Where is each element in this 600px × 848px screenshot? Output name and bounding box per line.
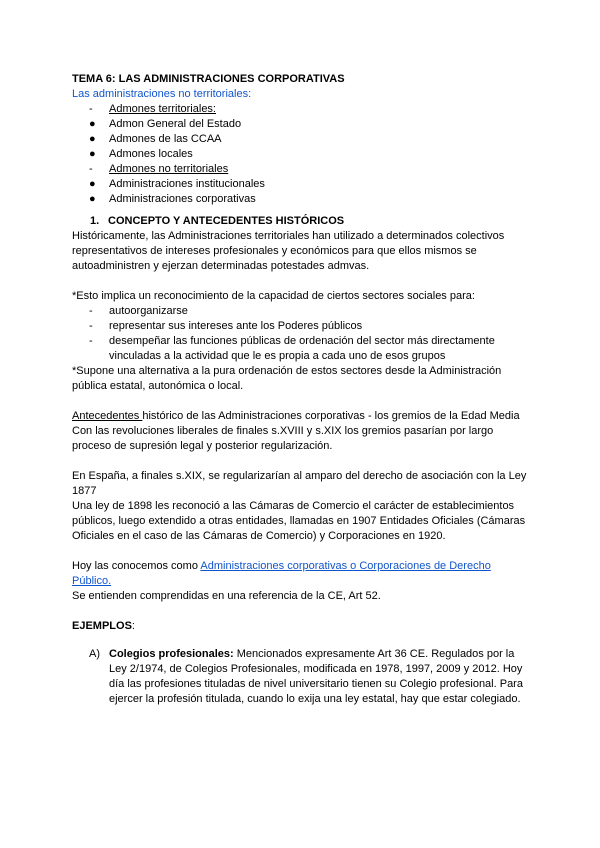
paragraph: Antecedentes histórico de las Administraciones corporativas - los gremios de la Edad Media (72, 410, 520, 422)
list-item: - desempeñar las funciones públicas de ordenación del sector más directamente vinculadas a la actividad que le es propia a cada uno de esos grupos (89, 335, 495, 362)
section-title: CONCEPTO Y ANTECEDENTES HISTÓRICOS (108, 215, 345, 227)
antecedentes-label: Antecedentes (72, 410, 143, 422)
paragraph: Con las revoluciones liberales de finales s.XVIII y s.XIX los gremios pasarían por largo proceso de supresión legal y posterior regularización. (72, 425, 494, 452)
example-item (72, 647, 532, 707)
list-item: ● Administraciones corporativas (89, 193, 256, 205)
paragraph: Una ley de 1898 les reconoció a las Cámaras de Comercio el carácter de establecimientos públicos, luego extendido a otras entidades, llamadas en 1907 Entidades Oficiales (Cámaras Oficiales en el caso de las Cámaras de Comercio) y Corporaciones en 1920. (72, 500, 526, 542)
paragraph: *Supone una alternativa a la pura ordenación de estos sectores desde la Administración pública estatal, autonómica o local. (72, 365, 502, 392)
example-marker: A) (89, 648, 100, 660)
territorial-list (72, 102, 532, 207)
doc-subtitle: Las administraciones no territoriales: (72, 88, 252, 100)
list-item: ● Administraciones institucionales (89, 178, 265, 190)
list-item: ● Admon General del Estado (89, 118, 242, 130)
paragraph: *Esto implica un reconocimiento de la capacidad de ciertos sectores sociales para: (72, 290, 475, 302)
document-body (72, 72, 532, 707)
list-item: - Admones no territoriales (89, 163, 229, 175)
list-item: - representar sus intereses ante los Poderes públicos (89, 320, 363, 332)
paragraph: En España, a finales s.XIX, se regularizarían al amparo del derecho de asociación con la Ley 1877 (72, 470, 527, 497)
section-heading (72, 214, 532, 229)
paragraph: Históricamente, las Administraciones territoriales han utilizado a determinados colectivos representativos de intereses profesionales y económicos para que ellos mismos se autoadministren y ejerzan determinadas potestades admvas. (72, 230, 505, 272)
example-title: Colegios profesionales: (109, 648, 234, 660)
paragraph: Hoy las conocemos como Administraciones corporativas o Corporaciones de Derecho Público. (72, 560, 491, 587)
example-text: Mencionados expresamente Art 36 CE. Regulados por la Ley 2/1974, de Colegios Profesionales, modificada en 1978, 1997, 2009 y 2012. Hoy día las profesiones tituladas de nivel universitario tienen su Colegio profesional. Para ejercer la profesión titulada, cuando lo exija una ley estatal, hay que estar colegiado. (109, 648, 523, 705)
capacities-list (72, 304, 532, 364)
list-item: ● Admones de las CCAA (89, 133, 222, 145)
paragraph: Se entienden comprendidas en una referencia de la CE, Art 52. (72, 590, 381, 602)
section-number: 1. (90, 215, 100, 227)
list-item: - autoorganizarse (89, 305, 188, 317)
ejemplos-heading: EJEMPLOS: (72, 620, 135, 632)
list-item: ● Admones locales (89, 148, 193, 160)
corporaciones-link[interactable]: Administraciones corporativas o Corporaciones de Derecho Público. (72, 560, 491, 587)
list-item: - Admones territoriales: (89, 103, 216, 115)
doc-title: TEMA 6: LAS ADMINISTRACIONES CORPORATIVAS (72, 73, 345, 85)
